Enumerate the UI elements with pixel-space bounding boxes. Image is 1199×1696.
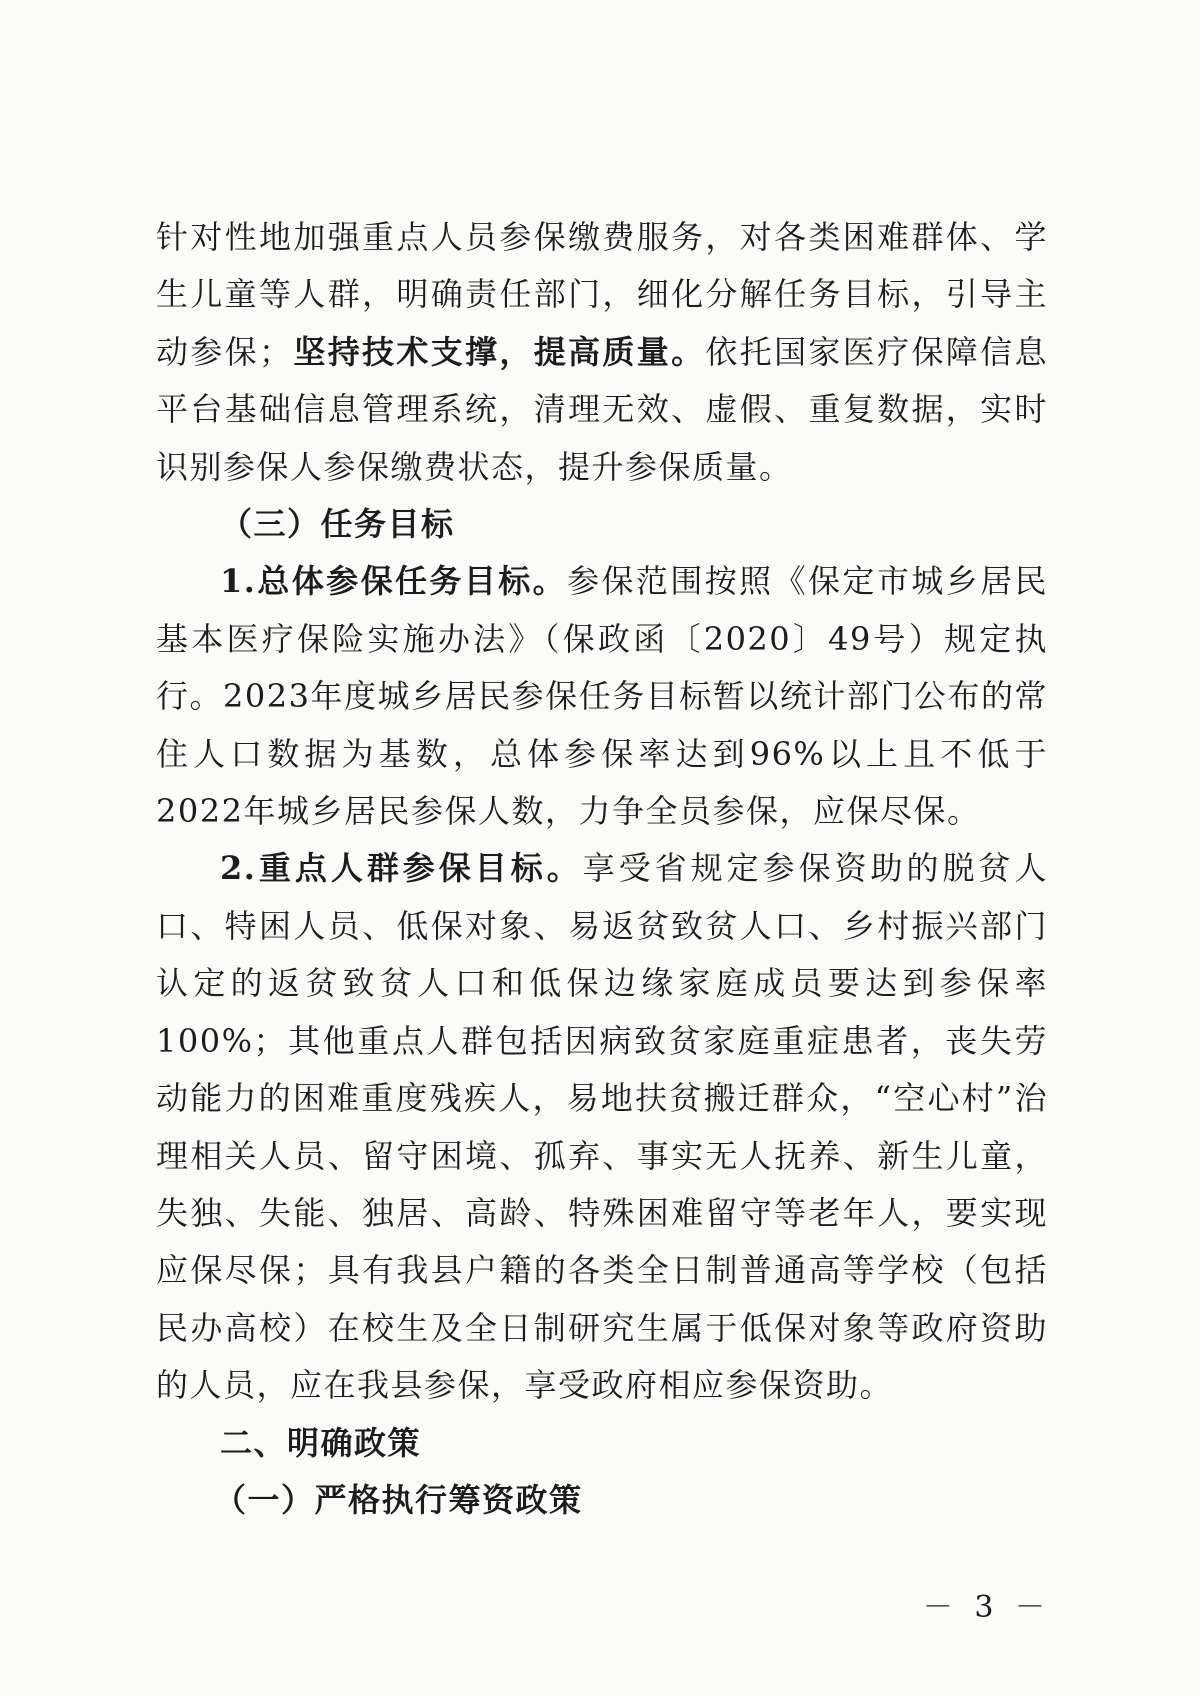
paragraph-key-groups-target	[156, 840, 1048, 1414]
bold-phrase: 坚持技术支撑，提高质量。	[292, 332, 706, 371]
bold-phrase: 2.重点人群参保目标。	[220, 849, 583, 888]
paragraph-text: 针对性地加强重点人员参保缴费服务，对各类困难群体、学生儿童等人群，明确责任部门，细化分解任务目标，引导主动参保；	[156, 218, 1048, 371]
paragraph-overall-target	[156, 553, 1048, 840]
bold-phrase: 1.总体参保任务目标。	[220, 562, 568, 601]
section-heading-yi: （一）严格执行筹资政策	[214, 1480, 583, 1519]
paragraph-text: 参保范围按照《保定市城乡居民基本医疗保险实施办法》（保政函〔2020〕49号）规定执行。2023年度城乡居民参保任务目标暂以统计部门公布的常住人口数据为基数，总体参保率达到96%以上且不低于2022年城乡居民参保人数，力争全员参保，应保尽保。	[156, 562, 1048, 831]
page-number: － 3 －	[922, 1590, 1051, 1625]
section-heading-er: 二、明确政策	[220, 1423, 422, 1462]
body-text	[156, 209, 1048, 1529]
paragraph-text: 依托国家医疗保障信息平台基础信息管理系统，清理无效、虚假、重复数据，实时识别参保人参保缴费状态，提升参保质量。	[156, 332, 1048, 486]
section-heading-san: （三）任务目标	[220, 505, 455, 544]
paragraph-text: 享受省规定参保资助的脱贫人口、特困人员、低保对象、易返贫致贫人口、乡村振兴部门认定的返贫致贫人口和低保边缘家庭成员要达到参保率 100%；其他重点人群包括因病致贫家庭重症患者，丧失劳动能力的困难重度残疾人，易地扶贫搬迁群众，“空心村”治理相关人员、留守困境、孤弃、事实无人抚养、新生儿童，失独、失能、独居、高龄、特殊困难留守等老年人，要实现应保尽保；具有我县户籍的各类全日制普通高等学校（包括民办高校）在校生及全日制研究生属于低保对象等政府资助的人员，应在我县参保，享受政府相应参保资助。	[156, 849, 1048, 1405]
paragraph-continuation	[156, 209, 1048, 496]
